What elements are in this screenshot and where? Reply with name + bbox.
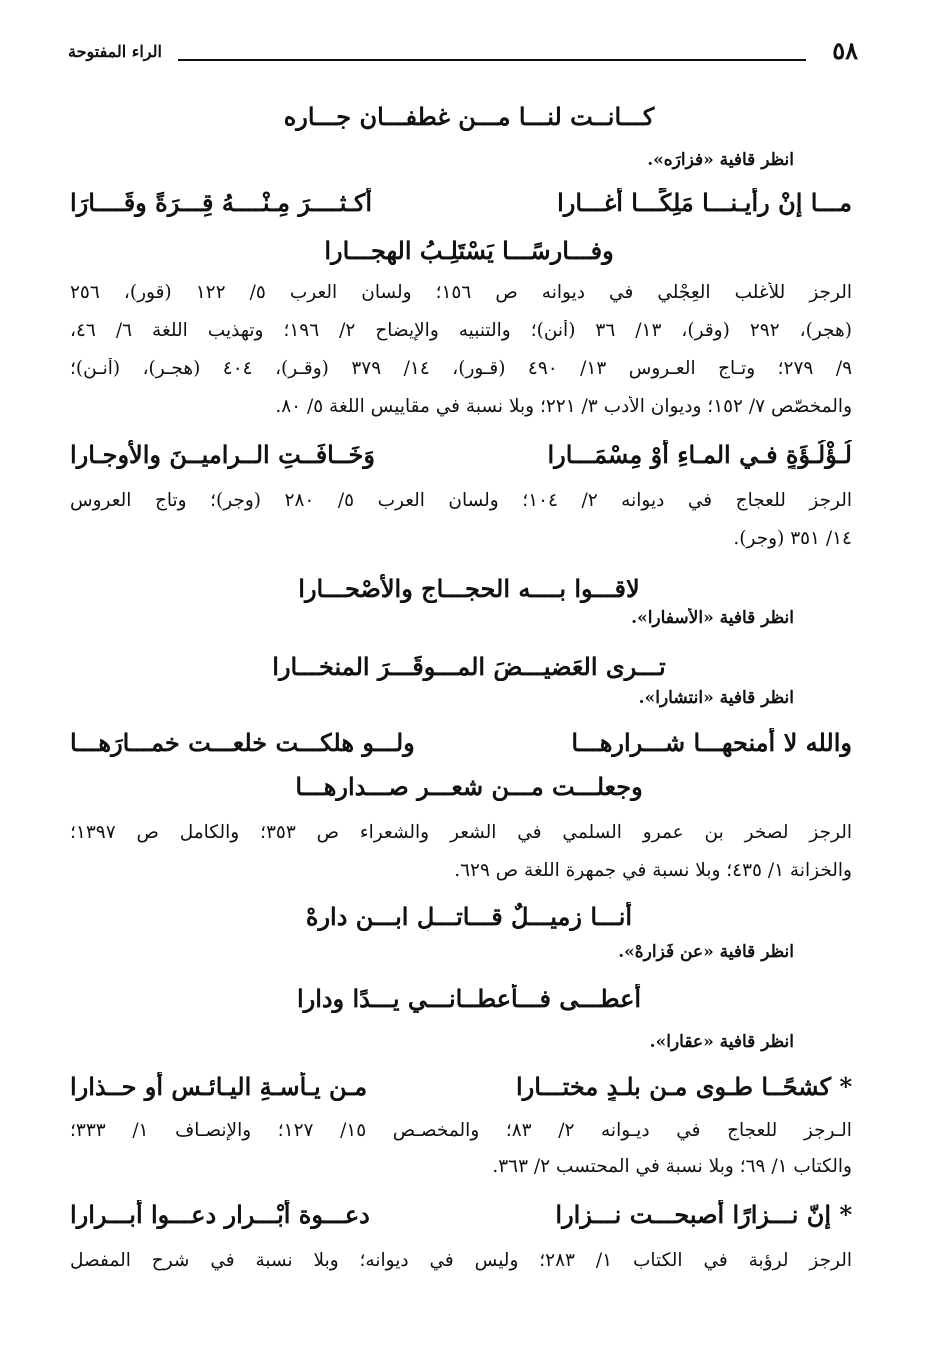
citation-line: الرجز لرؤبة في الكتاب ١/ ٢٨٣؛ وليس في ديوانه؛ وبلا نسبة في شرح المفصل — [70, 1250, 852, 1271]
verse-line: وجعلـــت مـــن شعـــر صـــدارهـــا — [295, 772, 643, 801]
cross-reference: انظر قافية «عقارا». — [649, 1032, 794, 1052]
citation-line: الـرجز للعجاج في ديـوانه ٢/ ٨٣؛ والمخصـص ١٥/ ١٢٧؛ والإنصـاف ١/ ٣٣٣؛ — [70, 1120, 852, 1141]
cross-reference: انظر قافية «انتشارا». — [638, 688, 794, 708]
cross-reference: انظر قافية «عن فَزارهْ». — [618, 942, 794, 962]
verse-second-hemistich: دعـــوة أبْـــرارٍ دعـــوا أبـــرارا — [70, 1200, 370, 1229]
cross-reference: انظر قافية «فزارَه». — [647, 150, 794, 170]
citation-line: الرجز لصخر بن عمرو السلمي في الشعر والشعراء ص ٣٥٣؛ والكامل ص ١٣٩٧؛ — [70, 822, 852, 843]
verse-second-hemistich: وَخَــافَــتِ الــراميــنَ والأوجـارا — [70, 440, 375, 469]
citation-line: ١٤/ ٣٥١ (وجر). — [733, 528, 852, 549]
verse-first-hemistich: والله لا أمنحهـــا شـــرارهـــا — [571, 728, 852, 757]
citation-line: ٩/ ٢٧٩؛ وتـاج العـروس ١٣/ ٤٩٠ (قـور)، ١٤/ ٣٧٩ (وقـر)، ٤٠٤ (هجـر)، (أنـن)؛ — [70, 358, 852, 379]
verse-second-hemistich: مـن يـأسـةِ اليـائـسِ أو حــذارا — [70, 1072, 368, 1101]
verse-first-hemistich: * إنّ نـــزارًا أصبحـــت نـــزارا — [555, 1200, 852, 1229]
citation-line: الرجز للأَغلب العِجْلي في ديوانه ص ١٥٦؛ ولسان العرب ٥/ ١٢٢ (قور)، ٢٥٦ — [70, 282, 852, 303]
verse-line: وفـــارِسًـــا يَسْتَلِـبُ الهِجـــارا — [324, 236, 614, 265]
verse-line: أنـــا زميـــلٌ قـــاتـــلِ ابـــن دارهْ — [305, 902, 633, 931]
verse-second-hemistich: أكـثــــرَ مِـنْــــهُ قِـــرَةً وقَــــارَا — [70, 188, 373, 217]
verse-line: تـــرى العَضيـــضَ المـــوقَـــرَ المنخـــارا — [272, 652, 666, 681]
verse-first-hemistich: * كشحًــا طـوى مـن بلـدٍ مختـــارا — [515, 1072, 852, 1101]
citation-line: الرجز للعجاج في ديوانه ٢/ ١٠٤؛ ولسان العرب ٥/ ٢٨٠ (وجر)؛ وتاج العروس — [70, 490, 852, 511]
verse-line: أعطـــى فـــأعطــانـــي يـــدًا ودارا — [296, 984, 642, 1013]
header-rule — [178, 59, 806, 61]
cross-reference: انظر قافية «الأسفارا». — [631, 608, 794, 628]
verse-second-hemistich: ولـــو هلكـــت خلعـــت خمـــارَهـــا — [70, 728, 415, 757]
verse-line: لاقـــوا بــــه الحجـــاج والأصْحـــارا — [298, 574, 640, 603]
page-header — [68, 36, 858, 66]
page-number: ٥٨ — [832, 36, 858, 65]
verse-line: كـــانــت لنـــا مـــن غطفـــان جـــاره — [283, 102, 655, 131]
citation-line: (هجر)، ٢٩٢ (وقر)، ١٣/ ٣٦ (أنن)؛ والتنبيه والإيضاح ٢/ ١٩٦؛ وتهذيب اللغة ٦/ ٤٦، — [70, 320, 852, 341]
citation-line: والكتاب ١/ ٦٩؛ وبلا نسبة في المحتسب ٢/ ٣٦٣. — [492, 1156, 852, 1177]
running-title: الراء المفتوحة — [68, 42, 162, 61]
verse-first-hemistich: مـــا إنْ رأيـنـــا مَلِكًـــا أغـــارا — [557, 188, 852, 217]
citation-line: والخزانة ١/ ٤٣٥؛ وبلا نسبة في جمهرة اللغة ص ٦٢٩. — [454, 860, 852, 881]
citation-line: والمخصّص ٧/ ١٥٢؛ وديوان الأدب ٣/ ٢٢١؛ وبلا نسبة في مقاييس اللغة ٥/ ٨٠. — [275, 396, 852, 417]
verse-first-hemistich: لُـؤْلُـؤَةٍ فـي المـاءِ أوْ مِسْمَـــارا — [547, 440, 852, 469]
